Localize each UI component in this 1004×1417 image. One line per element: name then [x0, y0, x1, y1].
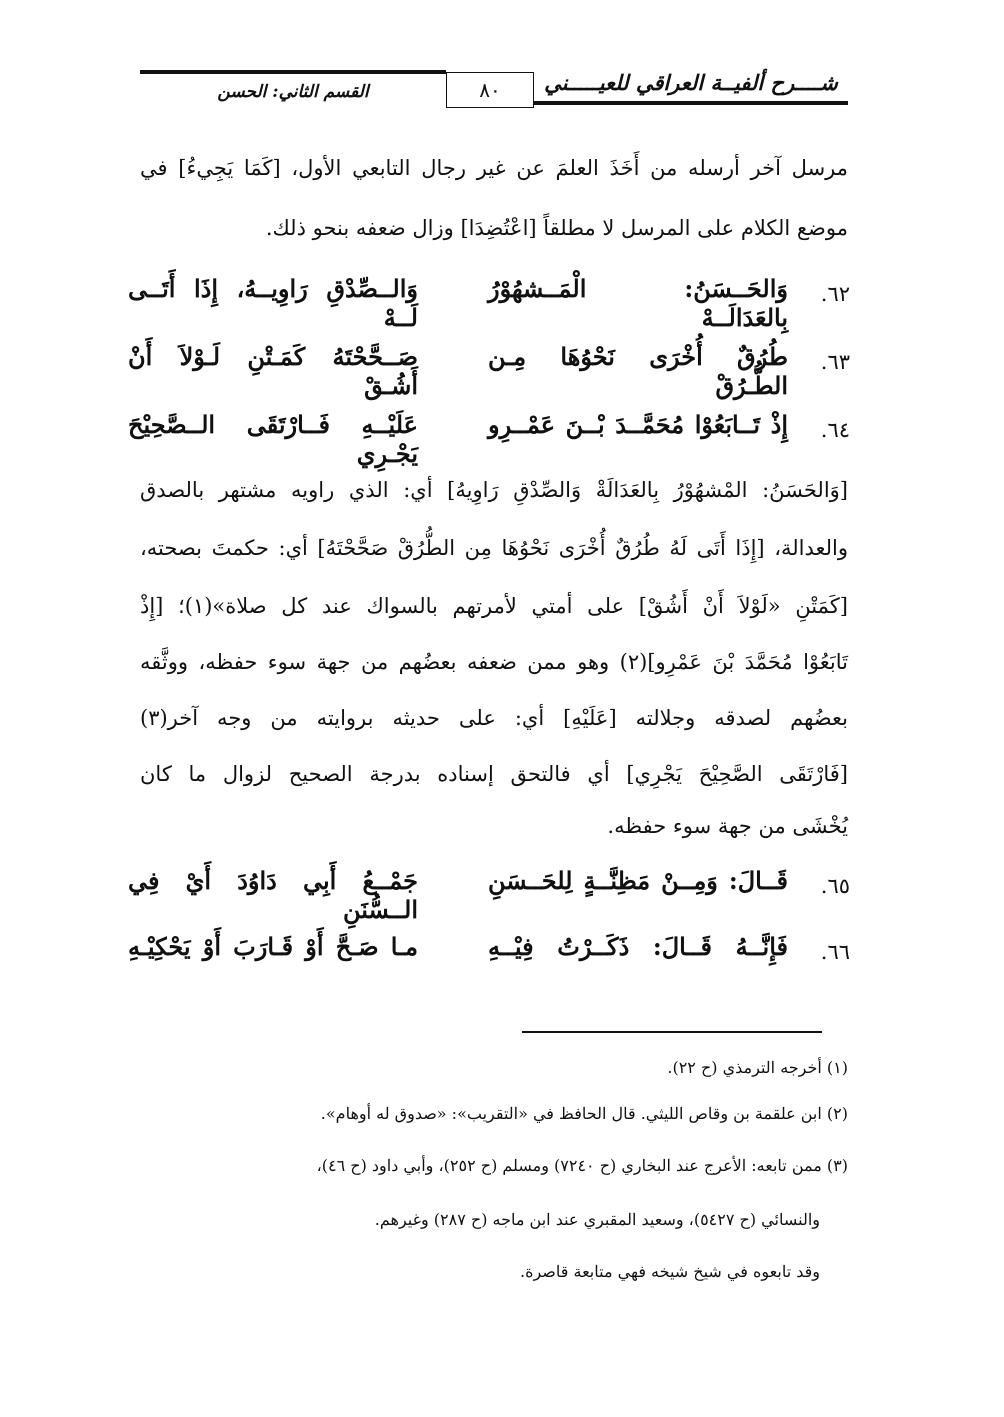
prose-line: مرسل آخر أرسله من أَخَذَ العلمَ عن غير رجال التابعي الأول، [كَمَا يَجِيءُ] في	[140, 156, 848, 180]
footnote-3: (٣) ممن تابعه: الأعرج عند البخاري (ح ٧٢٤٠) ومسلم (ح ٢٥٢)، وأبي داود (ح ٤٦)،	[316, 1156, 848, 1175]
commentary-line: [فَارْتَقَى الصَّحِيْحَ يَجْرِي] أي فالتحق إسناده بدرجة الصحيح لزوال ما كان	[140, 762, 848, 786]
verse-first-hemistich: وَالحَــسَنُ: الْمَــشهُوْرُ بِالعَدَالَــهْ	[488, 274, 788, 332]
commentary-line: [وَالحَسَنُ: المْشهُوْرُ بِالعَدَالَةْ وَالصِّدْقِ رَاوِيهُ] أي: الذي راويه مشتهر بالصدق	[140, 478, 848, 502]
footnote-1: (١) أخرجه الترمذي (ح ٢٢).	[667, 1058, 848, 1077]
verse-number: ٦٥.	[820, 874, 850, 898]
verse-first-hemistich: طُرُقٌ أُخْرَى نَحْوُهَا مِـن الطُّـرُقْ	[488, 342, 788, 400]
verse-second-hemistich: وَالــصِّدْقِ رَاوِيــهُ، إِذَا أَتَــى لَــهْ	[128, 274, 418, 332]
prose-line: موضع الكلام على المرسل لا مطلقاً [اعْتُضِدَا] وزال ضعفه بنحو ذلك.	[265, 216, 848, 240]
commentary-line: [كَمَتْنِ «لَوْلاَ أَنْ أَشُقْ] على أمتي لأمرتهم بالسواك عند كل صلاة»(١)؛ [إِذْ	[140, 594, 848, 618]
verse-row	[128, 866, 850, 924]
commentary-line: بعضُهم لصدقه وجلالته [عَلَيْهِ] أي: على حديثه بروايته من وجه آخر(٣)	[140, 706, 848, 730]
verse-row	[128, 932, 850, 972]
verse-number: ٦٢.	[820, 282, 850, 306]
verse-first-hemistich: فَإِنَّــهُ قَــالَ: ذَكَــرْتُ فِيْــهِ	[488, 932, 788, 961]
verse-row	[128, 410, 850, 468]
verse-second-hemistich: صَــحَّحْتَهُ كَمَـتْنِ لَـوْلاَ أَنْ أَشُـقْ	[128, 342, 418, 400]
header-rule-right	[534, 101, 848, 105]
verse-second-hemistich: جَمْــعُ أَبِي دَاوُدَ أَيْ فِي الــسُّنَنِ	[128, 866, 418, 924]
footnote-3-continued: والنسائي (ح ٥٤٢٧)، وسعيد المقبري عند ابن ماجه (ح ٢٨٧) وغيرهم.	[374, 1210, 820, 1229]
section-title: القسم الثاني: الحسن	[217, 82, 369, 102]
verse-number: ٦٦.	[820, 940, 850, 964]
footnote-3-continued: وقد تابعوه في شيخ شيخه فهي متابعة قاصرة.	[520, 1262, 820, 1281]
verse-first-hemistich: إِذْ تَــابَعُوْا مُحَمَّــدَ بْــنَ عَمْــرِو	[488, 410, 788, 439]
commentary-line: تَابَعُوْا مُحَمَّدَ بْنَ عَمْرِو](٢) وهو ممن ضعفه بعضُهم من جهة سوء حفظه، ووثَّقه	[140, 650, 848, 674]
header-section	[140, 70, 446, 102]
verse-row	[128, 274, 850, 332]
verse-first-hemistich: قَــالَ: وَمِــنْ مَظِنَّــةٍ لِلحَــسَنِ	[488, 866, 788, 895]
commentary-line: يُخْشَى من جهة سوء حفظه.	[607, 814, 848, 838]
verse-second-hemistich: مـا صَـحَّ أَوْ قَـارَبَ أَوْ يَحْكِيْـهِ	[128, 932, 418, 961]
verse-row	[128, 342, 850, 400]
verse-second-hemistich: عَلَيْــهِ فَــارْتَقَى الــصَّحِيْحَ يَجْـرِي	[128, 410, 418, 468]
commentary-line: والعدالة، [إِذَا أَتَى لَهُ طُرُقٌ أُخْرَى نَحْوُهَا مِن الطُّرُقْ صَحَّحْتَهُ] أي: حكمتَ بصحته،	[140, 536, 848, 560]
footnote-2: (٢) ابن علقمة بن وقاص الليثي. قال الحافظ في «التقريب»: «صدوق له أوهام».	[320, 1104, 848, 1123]
footnote-separator	[522, 1031, 822, 1033]
verse-number: ٦٣.	[820, 350, 850, 374]
book-title: شــــرح ألفيــة العراقي للعيـــــني	[544, 70, 838, 95]
page-number: ٨٠	[446, 72, 534, 108]
verse-number: ٦٤.	[820, 418, 850, 442]
header-book	[534, 70, 848, 105]
